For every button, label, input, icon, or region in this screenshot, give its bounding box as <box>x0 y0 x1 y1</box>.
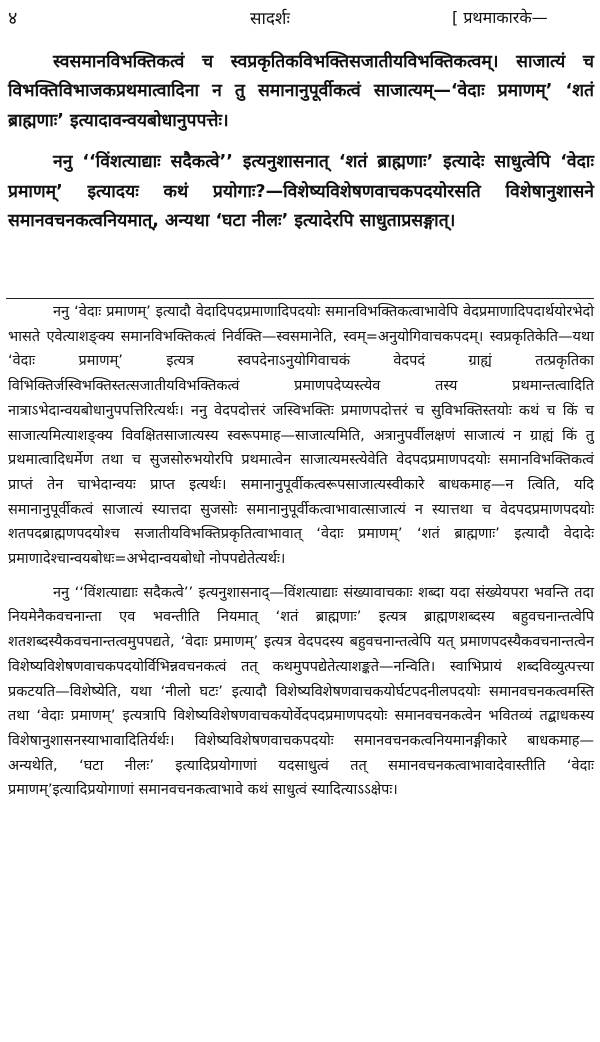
page-header <box>0 0 600 34</box>
running-head: [ प्रथमाकारके— <box>452 8 548 27</box>
main-paragraph-2: ननु ‘‘विंशत्याद्याः सदैकत्वे’’ इत्यनुशासनात् ‘शतं ब्राह्मणाः’ इत्यादेः साधुत्वेपि ‘वेदाः प्रमाणम्’ इत्यादयः कथं प्रयोगाः?—विशेष्यविशेषणवाचकपदयोरसति विशेषानुशासने समानवचनकत्वनियमात्, अन्यथा ‘घटा नीलः’ इत्यादेरपि साधुताप्रसङ्गात्। <box>8 152 594 232</box>
main-paragraph-1: स्वसमानविभक्तिकत्वं च स्वप्रकृतिकविभक्तिसजातीयविभक्तिकत्वम्। साजात्यं च विभक्तिविभाजकप्रथमात्वादिना न तु समानानुपूर्वीकत्वं साजात्यम्—‘वेदाः प्रमाणम्’ ‘शतं ब्राह्मणाः’ इत्यादावन्वयबोधानुपपत्तेः। <box>8 52 594 131</box>
section-divider <box>6 298 594 299</box>
page-title: सादर्शः <box>250 9 290 29</box>
page-number: ४ <box>8 8 18 29</box>
commentary-paragraph-1: ननु ‘वेदाः प्रमाणम्’ इत्यादौ वेदादिपदप्रमाणादिपदयोः समानविभक्तिकत्वाभावेपि वेदप्रमाणादिपदार्थयोरभेदो भासते एवेत्याशङ्क्य समानविभक्तिकत्वं निर्वक्ति—स्वसमानेति, स्वम्=अनुयोगिवाचकपदम्। स्वप्रकृतिकेति—यथा ‘वेदाः प्रमाणम्’ इत्यत्र स्वपदेनाऽनुयोगिवाचकं वेदपदं ग्राह्यं तत्प्रकृतिका विभिक्तिर्जस्विभक्तिस्तत्सजातीयविभक्तिकत्वं प्रमाणपदेप्यस्त्येव तस्य प्रथमान्तत्वादिति नात्राऽभेदान्वयबोधानुपपत्तिरित्यर्थः। ननु वेदपदोत्तरं जस्विभक्तिः प्रमाणपदोत्तरं च सुविभक्तिस्तयोः कथं च किं च साजात्यमित्याशङ्क्य विवक्षितसाजात्यस्य स्वरूपमाह—साजात्यमिति, अत्रानुपर्वीलक्षणं साजात्यं न ग्राह्यं किं तु प्रथमात्वादिधर्मेण तथा च सुजसोरुभयोरपि प्रथमात्वेन साजात्यमस्त्येवेति वेदपदप्रमाणपदयोः समानविभक्तिकत्वं प्राप्तं तेन चाभेदान्वयः प्राप्त इत्यर्थः। समानानुपूर्वीकत्वरूपसाजात्यस्वीकारे बाधकमाह—न त्विति, यदि समानानुपूर्वीकत्वं साजात्यं स्यात्तदा सुजसोः समानानुपूर्वीकत्वाभावात्साजात्यं न स्यात्तथा च वेदपदप्रमाणपदयोः शतपदब्राह्मणपदयोश्च सजातीयविभक्तिप्रकृतित्वाभावात् ‘वेदाः प्रमाणम्’ ‘शतं ब्राह्मणाः’ इत्यादौ वेदादेः प्रमाणादेश्चान्वयबोधः=अभेदान्वयबोधो नोपपद्येतेत्यर्थः। <box>8 304 594 568</box>
commentary <box>8 300 594 803</box>
commentary-paragraph-2: ननु ‘‘विंशत्याद्याः सदैकत्वे’’ इत्यनुशासनाद्—विंशत्याद्याः संख्यावाचकाः शब्दा यदा संख्येयपरा भवन्ति तदा नियमेनैकवचनान्ता एव भवन्तीति नियमात् ‘शतं ब्राह्मणाः’ इत्यत्र ब्राह्मणशब्दस्य बहुवचनान्तत्वेपि शतशब्दस्यैकवचनान्तत्वमुपपद्यते, ‘वेदाः प्रमाणम्’ इत्यत्र वेदपदस्य बहुवचनान्तत्वेपि यत् प्रमाणपदस्यैकवचनान्तत्वेन विशेष्यविशेषणवाचकपदयोर्विभिन्नवचनकत्वं तत् कथमुपपद्येतेत्याशङ्कते—नन्विति। स्वाभिप्रायं शब्दविव्युत्पत्त्या प्रकटयति—विशेष्येति, यथा ‘नीलो घटः’ इत्यादौ विशेष्यविशेषणवाचकयोर्घटपदनीलपदयोः समानवचनकत्वमस्ति तथा ‘वेदाः प्रमाणम्’ इत्यत्रापि विशेष्यविशेषणवाचकयोर्वेदपदप्रमाणपदयोः समानवचनकत्वेन भवितव्यं तद्बाधकस्य विशेषानुशासनस्याभावादितिर्यर्थः। विशेष्यविशेषणवाचकपदयोः समानवचनकत्वनियमानङ्गीकारे बाधकमाह—अन्यथेति, ‘घटा नीलः’ इत्यादिप्रयोगाणां यदसाधुत्वं तत् समानवचनकत्वाभावादेवास्तीति ‘वेदाः प्रमाणम्’इत्यादिप्रयोगाणां समानवचनकत्वाभावे कथं साधुत्वं स्यादित्याऽऽक्षेपः। <box>8 584 594 799</box>
main-text <box>8 48 594 236</box>
